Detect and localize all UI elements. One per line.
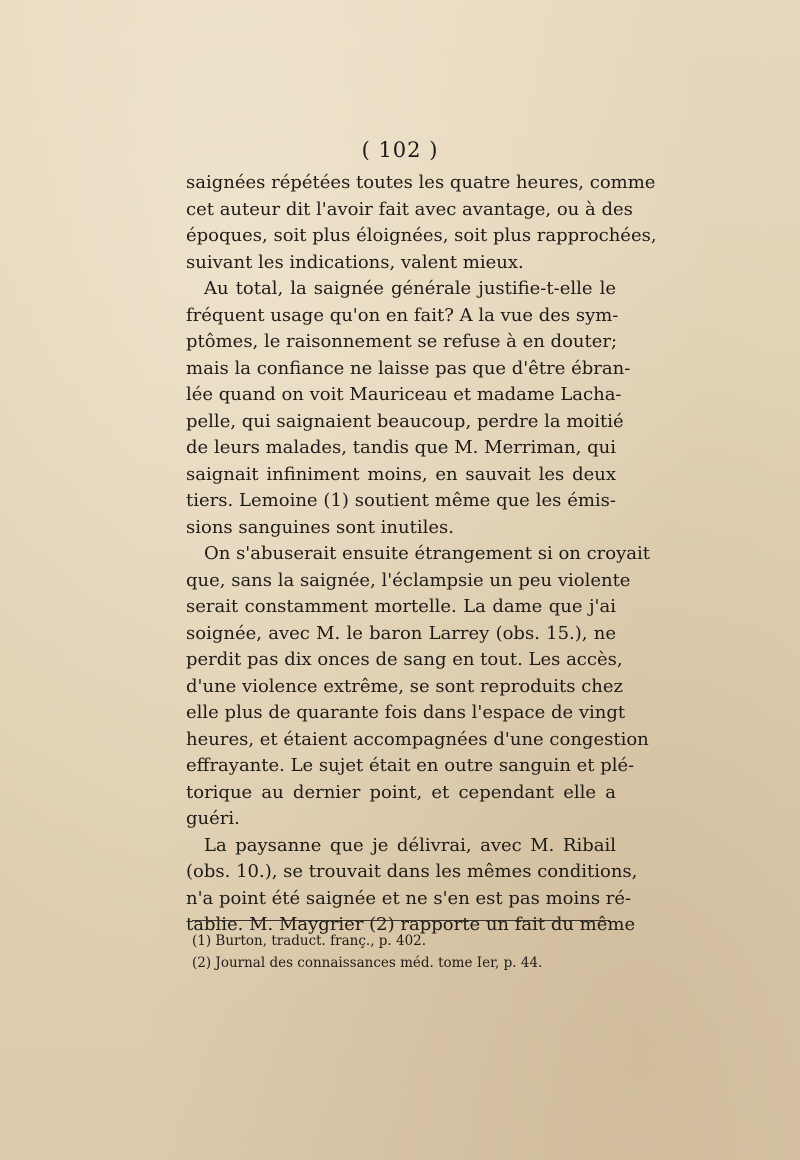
- text-line: (obs. 10.), se trouvait dans les mêmes conditions,: [186, 861, 638, 882]
- text-line: pelle, qui saignaient beaucoup, perdre la moitié: [186, 410, 624, 432]
- footnotes: [192, 930, 612, 974]
- text-line: On s'abuserait ensuite étrangement si on croyait: [204, 543, 651, 564]
- text-line: tablie. M. Maygrier (2) rapporte un fait du même: [186, 914, 636, 935]
- text-line: cet auteur dit l'avoir fait avec avantage, ou à des: [186, 198, 633, 220]
- text-line: serait constamment mortelle. La dame que j'ai: [186, 596, 616, 617]
- text-line: que, sans la saignée, l'éclampsie un peu violente: [186, 569, 631, 591]
- text-line: La paysanne que je délivrai, avec M. Ribail: [204, 834, 616, 856]
- text-line: époques, soit plus éloignées, soit plus rapprochées,: [186, 225, 657, 246]
- text-line: ptômes, le raisonnement se refuse à en douter;: [186, 331, 618, 352]
- text-line: mais la confiance ne laisse pas que d'être ébran-: [186, 357, 631, 379]
- text-line: suivant les indications, valent mieux.: [186, 251, 524, 273]
- text-line: saignées répétées toutes les quatre heures, comme: [186, 172, 656, 193]
- text-line: perdit pas dix onces de sang en tout. Les accès,: [186, 649, 623, 670]
- text-line: fréquent usage qu'on en fait? A la vue des sym-: [186, 304, 619, 326]
- text-line: Au total, la saignée générale justifie-t-elle le: [204, 278, 616, 299]
- text-line: d'une violence extrême, se sont reproduits chez: [186, 675, 624, 697]
- footnote-separator: [192, 920, 610, 921]
- text-line: torique au dernier point, et cependant elle a: [186, 781, 616, 803]
- text-line: lée quand on voit Mauriceau et madame Lacha-: [186, 384, 622, 405]
- text-line: n'a point été saignée et ne s'en est pas moins ré-: [186, 887, 632, 909]
- text-line: tiers. Lemoine (1) soutient même que les émis-: [186, 490, 616, 511]
- text-line: saignait infiniment moins, en sauvait les deux: [186, 463, 616, 485]
- body-text: [186, 170, 657, 939]
- text-line: effrayante. Le sujet était en outre sanguin et plé-: [186, 755, 635, 776]
- text-line: de leurs malades, tandis que M. Merriman, qui: [186, 437, 616, 458]
- footnote: (2) Journal des connaissances méd. tome Ier, p. 44.: [192, 955, 543, 971]
- text-line: guéri.: [186, 808, 240, 829]
- text-line: sions sanguines sont inutiles.: [186, 516, 454, 538]
- page-number: ( 102 ): [361, 138, 439, 162]
- text-line: soignée, avec M. le baron Larrey (obs. 15.), ne: [186, 622, 616, 644]
- footnote: (1) Burton, traduct. franç., p. 402.: [192, 933, 427, 949]
- text-line: elle plus de quarante fois dans l'espace de vingt: [186, 702, 626, 723]
- text-line: heures, et étaient accompagnées d'une congestion: [186, 728, 649, 750]
